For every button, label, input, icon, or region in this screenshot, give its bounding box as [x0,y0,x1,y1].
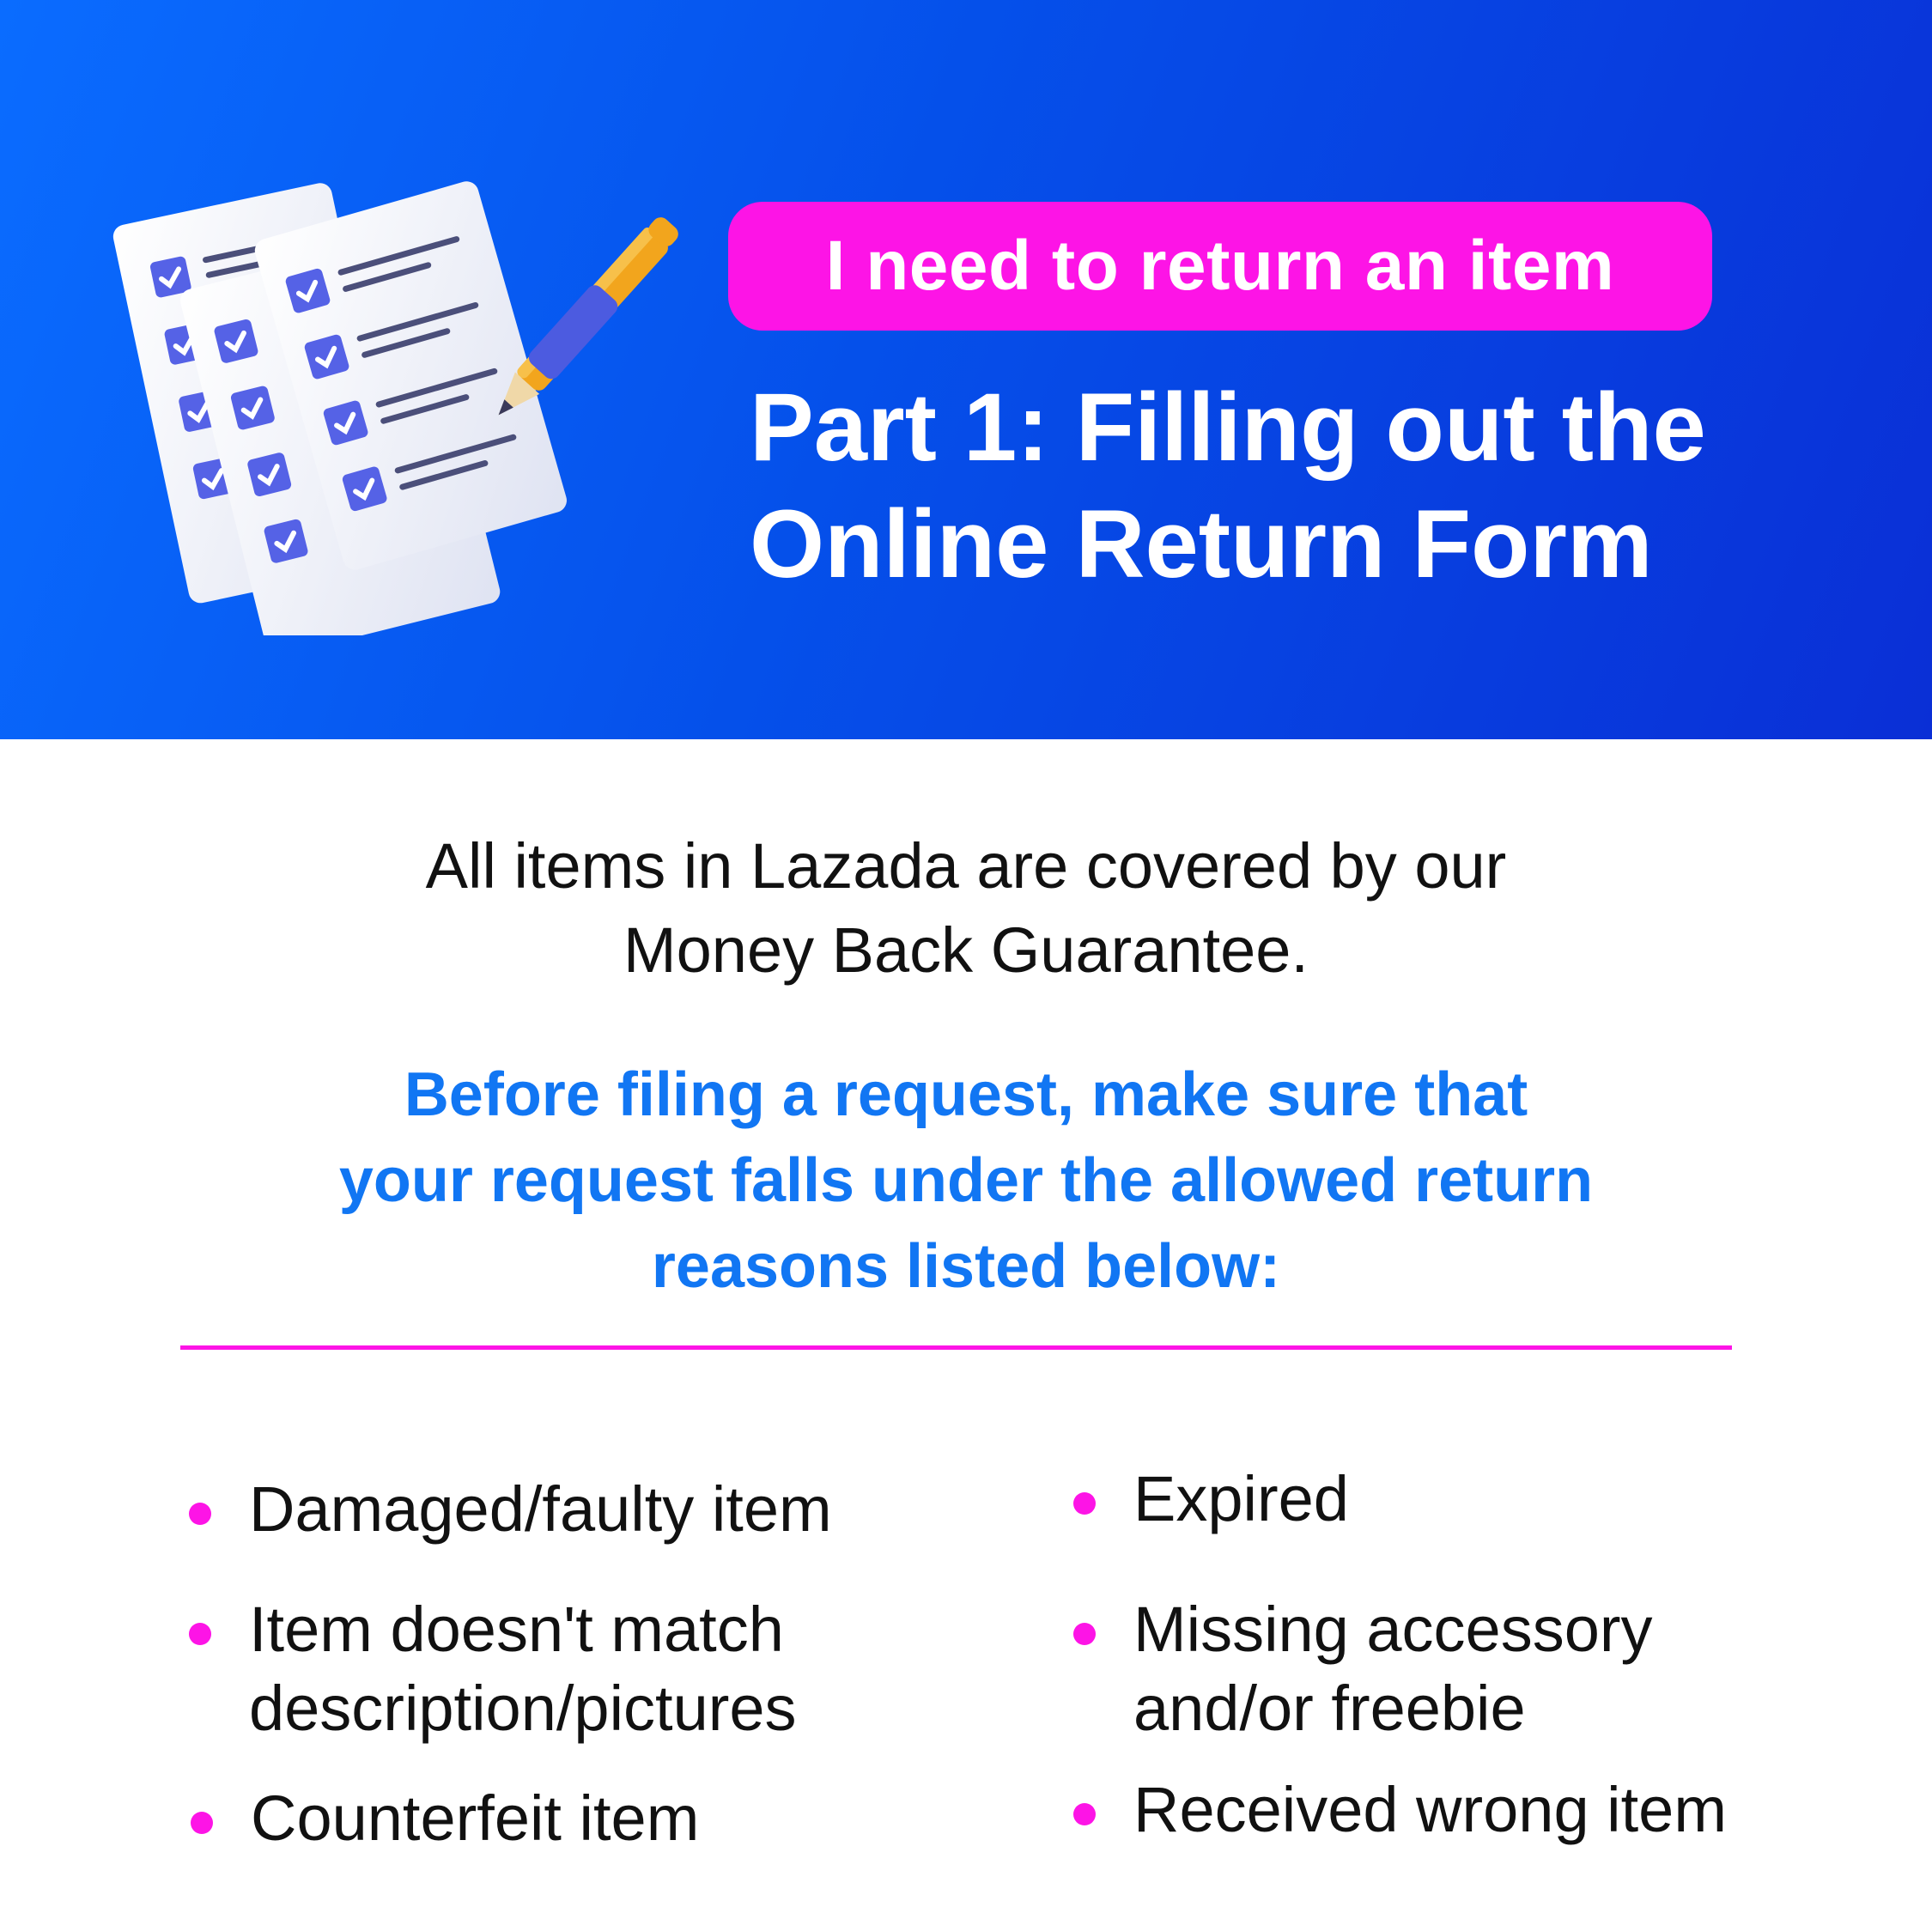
highlight-line-3: reasons listed below: [651,1232,1281,1301]
hero-banner [0,0,1932,739]
highlight-text [172,1052,1760,1309]
reason-label: Counterfeit item [251,1782,700,1854]
reason-label-continued: description/pictures [249,1673,797,1744]
page-title [750,369,1866,603]
highlight-line-2: your request falls under the allowed return [338,1146,1594,1215]
topic-tag: I need to return an item [728,202,1712,331]
intro-text [0,824,1932,993]
section-divider [180,1345,1732,1350]
reason-label: Expired [1133,1463,1349,1534]
bullet-icon [1073,1492,1096,1515]
reason-label-continued: and/or freebie [1133,1673,1526,1744]
intro-line-2: Money Back Guarantee. [623,914,1309,986]
bullet-icon [189,1503,211,1525]
reason-label: Received wrong item [1133,1774,1727,1845]
reason-label: Item doesn't match [249,1594,784,1665]
highlight-line-1: Before filing a request, make sure that [404,1060,1528,1129]
bullet-icon [1073,1803,1096,1825]
bullet-icon [191,1812,213,1834]
page-title-line-2: Online Return Form [750,490,1653,598]
checklist-documents-icon [99,155,717,635]
page-title-line-1: Part 1: Filling out the [750,374,1706,481]
reason-label: Damaged/faulty item [249,1473,832,1545]
bullet-icon [1073,1623,1096,1645]
reason-label: Missing accessory [1133,1594,1653,1665]
intro-line-1: All items in Lazada are covered by our [425,830,1507,902]
bullet-icon [189,1623,211,1645]
